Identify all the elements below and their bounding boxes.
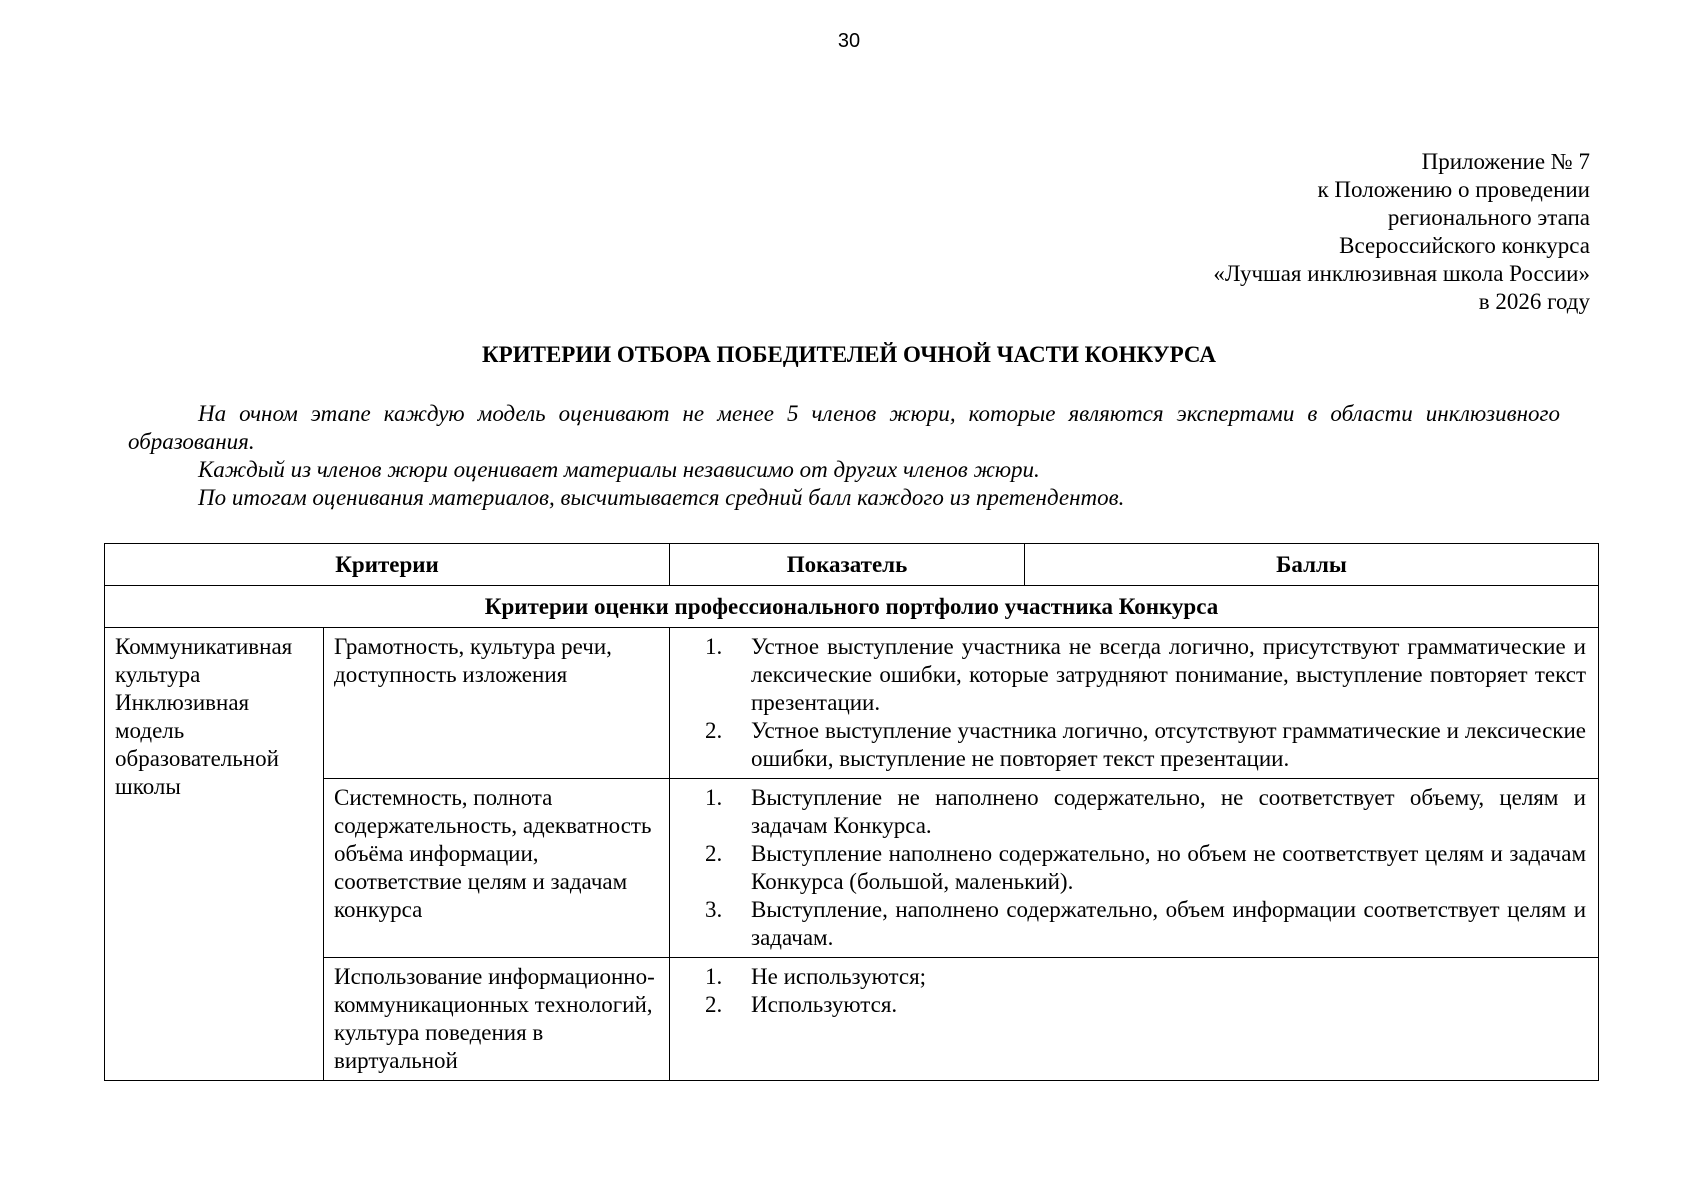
table-row: [105, 779, 1599, 958]
scores-cell: [670, 958, 1599, 1081]
scores-cell: [670, 779, 1599, 958]
score-number: 1.: [705, 634, 723, 659]
criterion-cell: Коммуникативная культура Инклюзивная модель образовательной школы: [105, 628, 324, 1081]
score-text: Устное выступление участника логично, отсутствуют грамматические и лексические ошибки, выступление не повторяет текст презентации.: [751, 718, 1586, 771]
score-number: 2.: [705, 992, 723, 1017]
intro-paragraph: Каждый из членов жюри оценивает материалы независимо от других членов жюри.: [198, 457, 1040, 482]
appendix-line: «Лучшая инклюзивная школа России»: [1213, 261, 1590, 286]
score-item: [697, 633, 1586, 717]
score-item: [697, 717, 1586, 773]
header-criteria: Критерии: [105, 544, 670, 586]
table-row: [105, 958, 1599, 1081]
criteria-table: [104, 543, 1599, 1081]
indicator-cell: Грамотность, культура речи, доступность изложения: [324, 628, 670, 779]
score-item: [697, 963, 1586, 991]
appendix-line: Всероссийского конкурса: [1339, 233, 1590, 258]
header-scores: Баллы: [1025, 544, 1599, 586]
intro-paragraph: На очном этапе каждую модель оценивают не менее 5 членов жюри, которые являются экспертами в области инклюзивного образования.: [128, 401, 1560, 454]
score-number: 2.: [705, 718, 723, 743]
score-text: Не используются;: [751, 964, 927, 989]
table-row: [105, 628, 1599, 779]
score-item: [697, 991, 1586, 1019]
page-number: 30: [837, 30, 861, 52]
indicator-cell: Системность, полнота содержательность, адекватность объёма информации, соответствие целям и задачам конкурса: [324, 779, 670, 958]
score-item: [697, 784, 1586, 840]
score-text: Устное выступление участника не всегда логично, присутствуют грамматические и лексические ошибки, которые затрудняют понимание, выступление повторяет текст презентации.: [751, 634, 1586, 715]
table-header-row: [105, 544, 1599, 586]
section-heading-row: [105, 586, 1599, 628]
score-text: Используются.: [751, 992, 898, 1017]
indicator-cell: Использование информационно-коммуникационных технологий, культура поведения в виртуальной: [324, 958, 670, 1081]
appendix-header: [1213, 148, 1590, 316]
header-indicator: Показатель: [670, 544, 1025, 586]
appendix-line: регионального этапа: [1387, 205, 1590, 230]
score-number: 2.: [705, 841, 723, 866]
appendix-line: Приложение № 7: [1421, 149, 1590, 174]
score-text: Выступление не наполнено содержательно, не соответствует объему, целям и задачам Конкурса.: [751, 785, 1586, 838]
score-item: [697, 840, 1586, 896]
score-text: Выступление наполнено содержательно, но объем не соответствует целям и задачам Конкурса (большой, маленький).: [751, 841, 1586, 894]
score-text: Выступление, наполнено содержательно, объем информации соответствует целям и задачам.: [751, 897, 1586, 950]
score-item: [697, 896, 1586, 952]
score-number: 3.: [705, 897, 723, 922]
intro-text: [128, 400, 1560, 512]
score-number: 1.: [705, 785, 723, 810]
intro-paragraph: По итогам оценивания материалов, высчитывается средний балл каждого из претендентов.: [198, 485, 1125, 510]
appendix-line: к Положению о проведении: [1317, 177, 1590, 202]
section-heading: Критерии оценки профессионального портфолио участника Конкурса: [105, 586, 1599, 628]
appendix-line: в 2026 году: [1478, 289, 1590, 314]
document-title: КРИТЕРИИ ОТБОРА ПОБЕДИТЕЛЕЙ ОЧНОЙ ЧАСТИ КОНКУРСА: [482, 342, 1216, 367]
score-number: 1.: [705, 964, 723, 989]
scores-cell: [670, 628, 1599, 779]
